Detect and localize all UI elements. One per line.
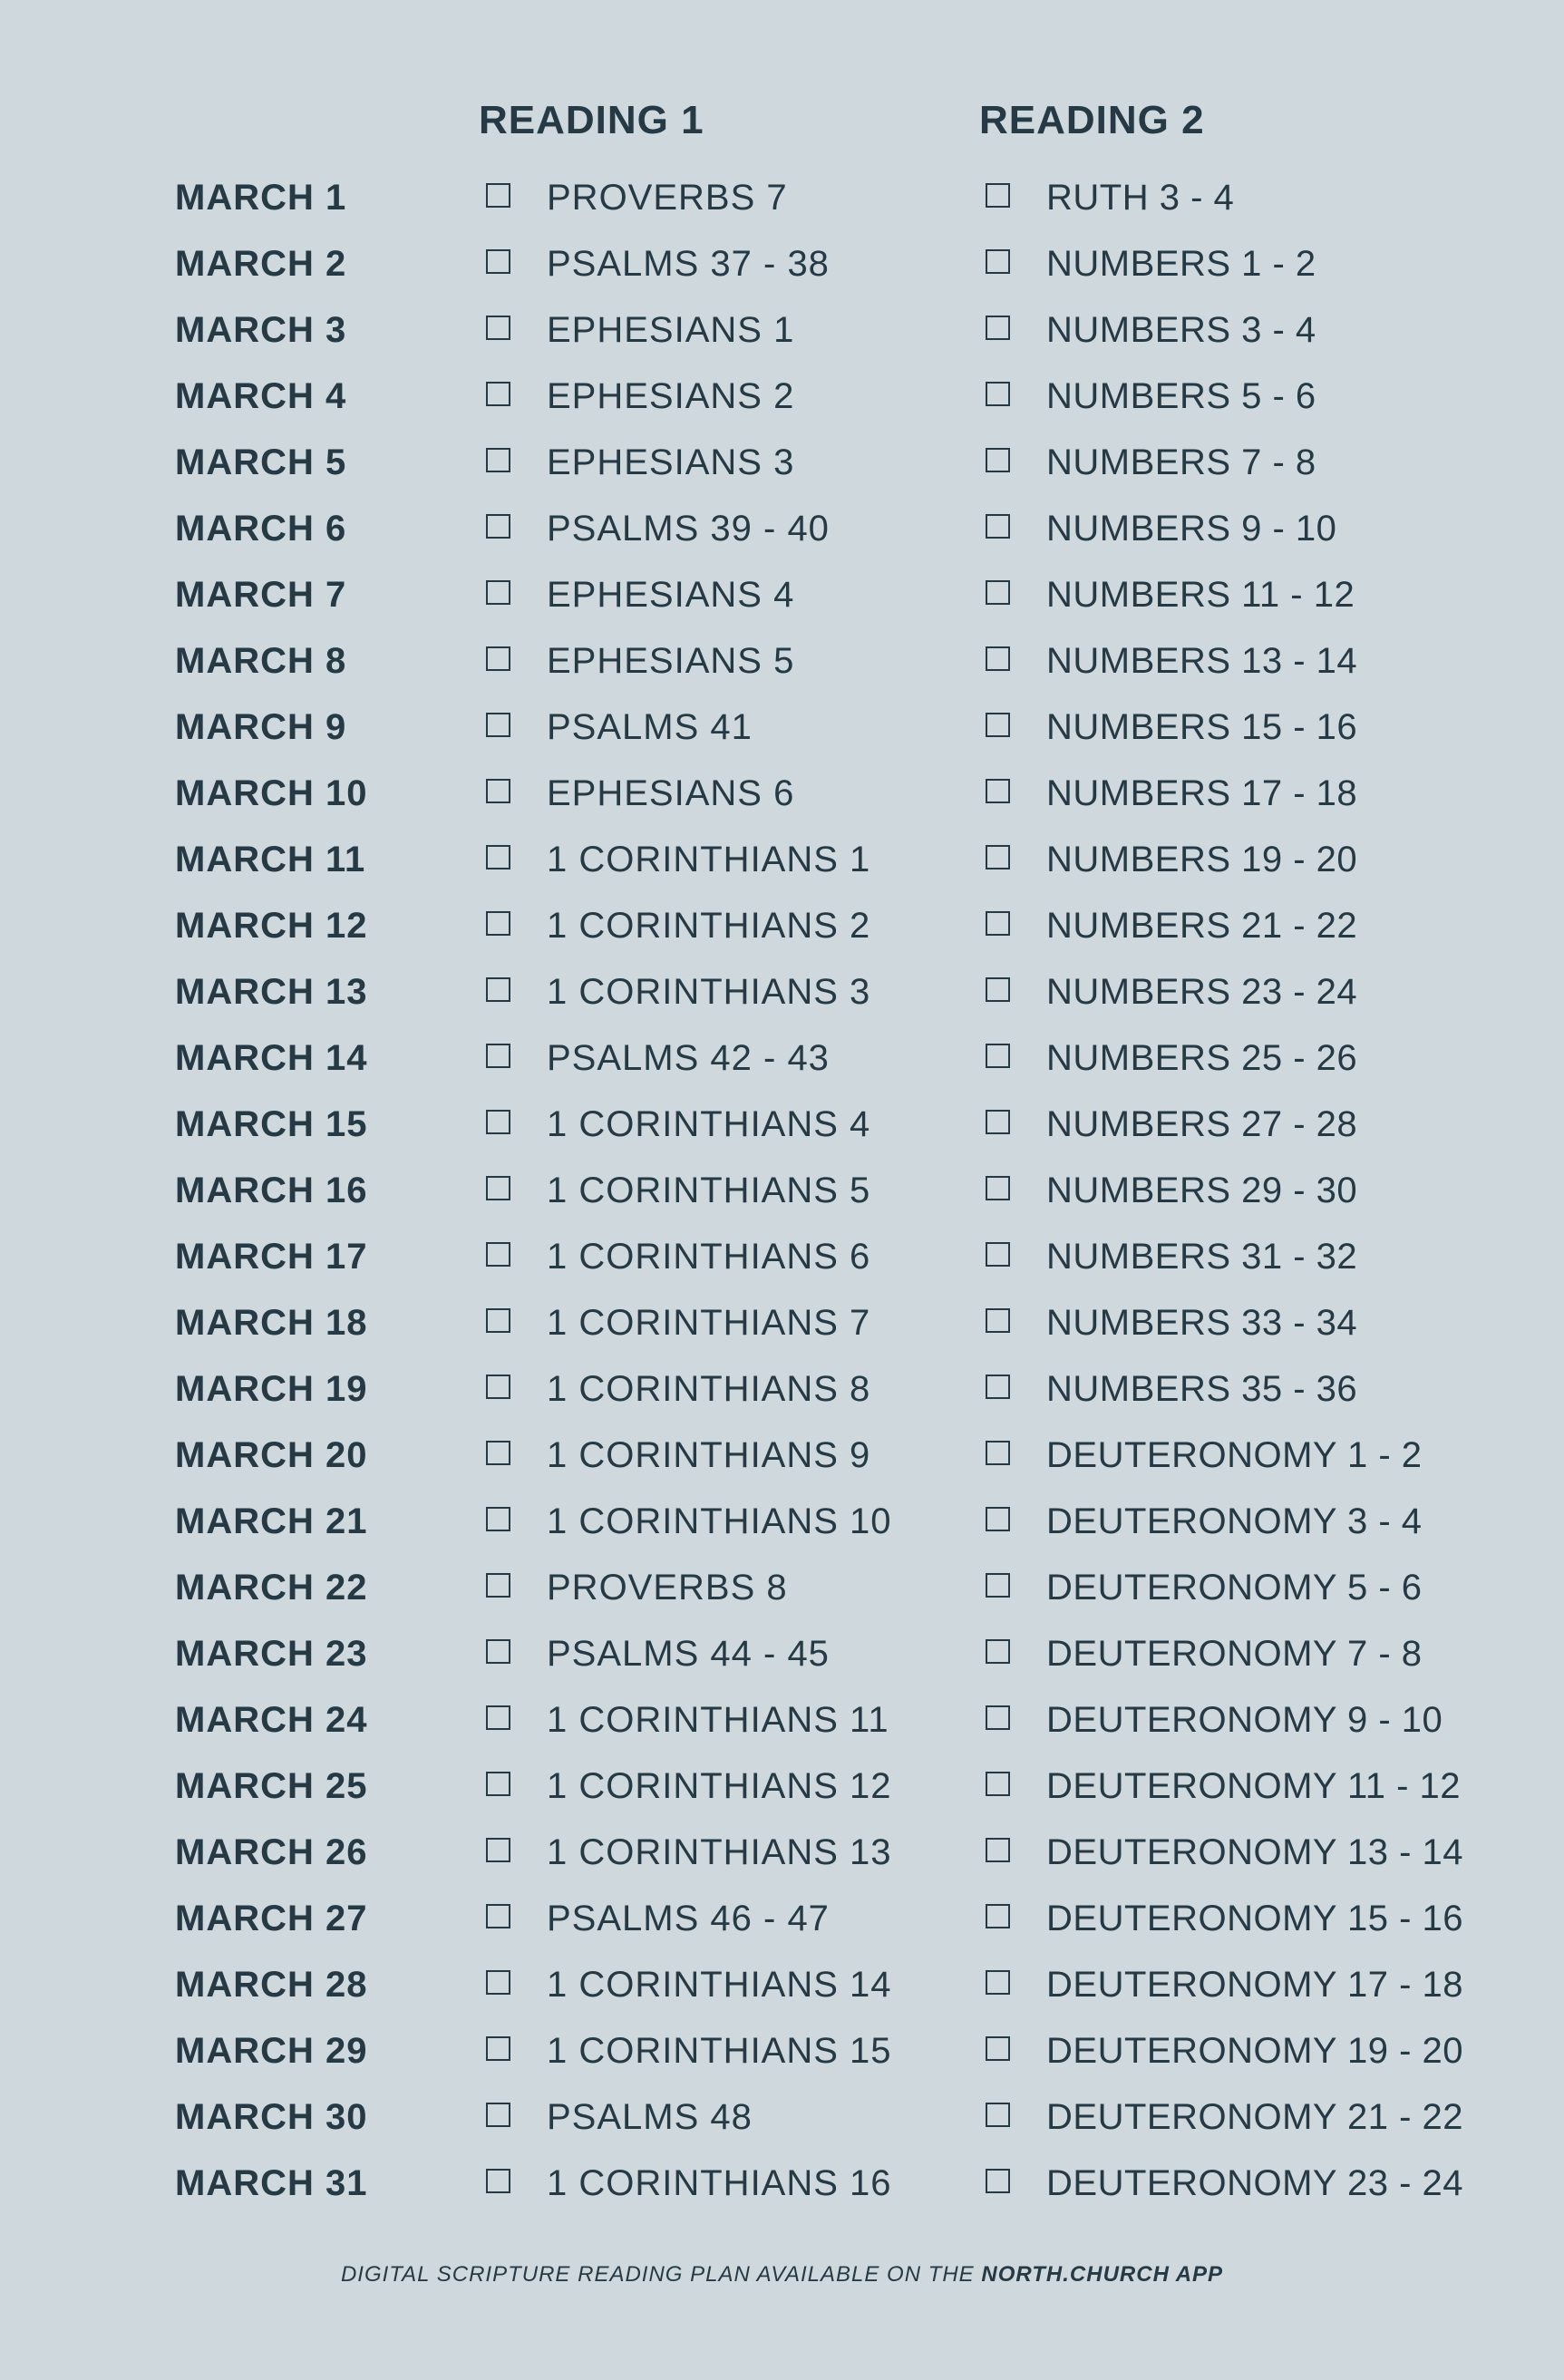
date-label: MARCH 29: [175, 2031, 368, 2071]
reading-2-checkbox[interactable]: [986, 1308, 1010, 1333]
reading-1-checkbox[interactable]: [486, 1772, 510, 1796]
reading-1-header: READING 1: [479, 98, 704, 142]
reading-1-checkbox[interactable]: [486, 448, 510, 472]
reading-1-checkbox[interactable]: [486, 1970, 510, 1995]
reading-1-checkbox[interactable]: [486, 1242, 510, 1267]
reading-1-checkbox[interactable]: [486, 249, 510, 274]
reading-2-checkbox[interactable]: [986, 779, 1010, 803]
reading-1-text: 1 CORINTHIANS 5: [547, 1171, 871, 1210]
reading-2-checkbox[interactable]: [986, 1242, 1010, 1267]
date-label: MARCH 25: [175, 1766, 368, 1806]
reading-2-checkbox[interactable]: [986, 2036, 1010, 2061]
footer-app-name: NORTH.CHURCH APP: [981, 2262, 1224, 2287]
reading-2-text: NUMBERS 5 - 6: [1046, 376, 1316, 416]
reading-2-text: NUMBERS 11 - 12: [1046, 575, 1355, 615]
reading-list: [0, 170, 1564, 2222]
date-label: MARCH 5: [175, 442, 347, 482]
reading-1-text: 1 CORINTHIANS 2: [547, 906, 871, 946]
reading-1-checkbox[interactable]: [486, 1573, 510, 1598]
reading-1-checkbox[interactable]: [486, 1308, 510, 1333]
reading-1-text: 1 CORINTHIANS 15: [547, 2031, 892, 2071]
reading-2-checkbox[interactable]: [986, 316, 1010, 340]
reading-1-text: 1 CORINTHIANS 6: [547, 1237, 871, 1277]
date-label: MARCH 23: [175, 1634, 368, 1674]
reading-1-checkbox[interactable]: [486, 845, 510, 869]
reading-1-text: PROVERBS 7: [547, 178, 788, 218]
reading-2-text: DEUTERONOMY 21 - 22: [1046, 2097, 1463, 2137]
reading-1-checkbox[interactable]: [486, 977, 510, 1002]
reading-2-checkbox[interactable]: [986, 1838, 1010, 1862]
table-row: [0, 501, 1564, 568]
reading-2-checkbox[interactable]: [986, 1573, 1010, 1598]
reading-2-checkbox[interactable]: [986, 1970, 1010, 1995]
footer-note: [0, 2259, 1564, 2291]
table-row: [0, 1229, 1564, 1296]
reading-2-text: NUMBERS 13 - 14: [1046, 641, 1358, 681]
reading-1-text: 1 CORINTHIANS 12: [547, 1766, 892, 1806]
reading-2-text: NUMBERS 15 - 16: [1046, 707, 1358, 747]
reading-2-checkbox[interactable]: [986, 1044, 1010, 1068]
date-label: MARCH 27: [175, 1899, 368, 1938]
date-label: MARCH 28: [175, 1965, 368, 2005]
reading-1-text: 1 CORINTHIANS 7: [547, 1303, 871, 1343]
date-label: MARCH 6: [175, 509, 347, 549]
reading-2-checkbox[interactable]: [986, 1441, 1010, 1465]
reading-2-text: DEUTERONOMY 3 - 4: [1046, 1501, 1423, 1541]
date-label: MARCH 12: [175, 906, 368, 946]
reading-2-checkbox[interactable]: [986, 2169, 1010, 2193]
reading-2-checkbox[interactable]: [986, 845, 1010, 869]
reading-2-text: NUMBERS 27 - 28: [1046, 1104, 1358, 1144]
reading-1-text: 1 CORINTHIANS 14: [547, 1965, 892, 2005]
table-row: [0, 1362, 1564, 1428]
reading-2-text: DEUTERONOMY 1 - 2: [1046, 1435, 1423, 1475]
reading-1-text: PSALMS 48: [547, 2097, 753, 2137]
date-label: MARCH 8: [175, 641, 347, 681]
reading-1-checkbox[interactable]: [486, 1904, 510, 1928]
reading-1-checkbox[interactable]: [486, 2169, 510, 2193]
reading-1-text: EPHESIANS 1: [547, 310, 795, 350]
date-label: MARCH 14: [175, 1038, 368, 1078]
reading-2-text: NUMBERS 23 - 24: [1046, 972, 1358, 1012]
table-row: [0, 1560, 1564, 1627]
table-row: [0, 1031, 1564, 1097]
reading-1-checkbox[interactable]: [486, 1507, 510, 1531]
reading-2-text: DEUTERONOMY 23 - 24: [1046, 2163, 1463, 2203]
reading-2-checkbox[interactable]: [986, 183, 1010, 208]
reading-2-text: NUMBERS 35 - 36: [1046, 1369, 1358, 1409]
reading-2-checkbox[interactable]: [986, 1176, 1010, 1200]
reading-1-text: PSALMS 46 - 47: [547, 1899, 830, 1938]
table-row: [0, 899, 1564, 965]
table-row: [0, 369, 1564, 435]
reading-1-checkbox[interactable]: [486, 779, 510, 803]
reading-1-checkbox[interactable]: [486, 1441, 510, 1465]
date-label: MARCH 20: [175, 1435, 368, 1475]
reading-2-checkbox[interactable]: [986, 1507, 1010, 1531]
date-label: MARCH 22: [175, 1568, 368, 1608]
reading-2-checkbox[interactable]: [986, 580, 1010, 605]
reading-2-text: NUMBERS 25 - 26: [1046, 1038, 1358, 1078]
date-label: MARCH 24: [175, 1700, 368, 1740]
reading-1-checkbox[interactable]: [486, 382, 510, 406]
reading-2-checkbox[interactable]: [986, 382, 1010, 406]
reading-2-text: NUMBERS 17 - 18: [1046, 773, 1358, 813]
reading-1-checkbox[interactable]: [486, 2103, 510, 2127]
reading-1-text: 1 CORINTHIANS 13: [547, 1832, 892, 1872]
date-label: MARCH 11: [175, 840, 366, 879]
table-row: [0, 832, 1564, 899]
date-label: MARCH 3: [175, 310, 347, 350]
table-row: [0, 568, 1564, 634]
table-row: [0, 700, 1564, 766]
reading-1-text: EPHESIANS 2: [547, 376, 795, 416]
reading-2-checkbox[interactable]: [986, 977, 1010, 1002]
reading-2-checkbox[interactable]: [986, 2103, 1010, 2127]
reading-2-text: NUMBERS 7 - 8: [1046, 442, 1316, 482]
table-row: [0, 634, 1564, 700]
reading-2-checkbox[interactable]: [986, 1772, 1010, 1796]
reading-1-text: 1 CORINTHIANS 11: [547, 1700, 889, 1740]
reading-1-checkbox[interactable]: [486, 514, 510, 539]
reading-1-text: 1 CORINTHIANS 16: [547, 2163, 892, 2203]
table-row: [0, 1825, 1564, 1891]
table-row: [0, 1097, 1564, 1163]
table-row: [0, 2156, 1564, 2222]
reading-2-text: DEUTERONOMY 17 - 18: [1046, 1965, 1463, 2005]
reading-2-checkbox[interactable]: [986, 1639, 1010, 1664]
date-label: MARCH 9: [175, 707, 347, 747]
table-row: [0, 1163, 1564, 1229]
date-label: MARCH 16: [175, 1171, 368, 1210]
reading-2-text: DEUTERONOMY 5 - 6: [1046, 1568, 1423, 1608]
date-label: MARCH 4: [175, 376, 347, 416]
date-label: MARCH 21: [175, 1501, 368, 1541]
reading-2-header: READING 2: [979, 98, 1205, 142]
reading-1-text: PROVERBS 8: [547, 1568, 788, 1608]
reading-1-text: 1 CORINTHIANS 8: [547, 1369, 871, 1409]
reading-2-checkbox[interactable]: [986, 448, 1010, 472]
date-label: MARCH 17: [175, 1237, 368, 1277]
reading-1-text: 1 CORINTHIANS 10: [547, 1501, 892, 1541]
reading-1-checkbox[interactable]: [486, 183, 510, 208]
table-row: [0, 1891, 1564, 1957]
date-label: MARCH 19: [175, 1369, 368, 1409]
date-label: MARCH 26: [175, 1832, 368, 1872]
reading-2-text: NUMBERS 21 - 22: [1046, 906, 1358, 946]
date-label: MARCH 10: [175, 773, 368, 813]
reading-2-text: DEUTERONOMY 19 - 20: [1046, 2031, 1463, 2071]
reading-1-checkbox[interactable]: [486, 1838, 510, 1862]
table-row: [0, 237, 1564, 303]
date-label: MARCH 2: [175, 244, 347, 284]
reading-1-checkbox[interactable]: [486, 1044, 510, 1068]
table-row: [0, 2024, 1564, 2090]
reading-1-text: 1 CORINTHIANS 3: [547, 972, 871, 1012]
table-row: [0, 1693, 1564, 1759]
table-row: [0, 1957, 1564, 2024]
reading-2-checkbox[interactable]: [986, 1375, 1010, 1399]
date-label: MARCH 1: [175, 178, 347, 218]
reading-1-text: 1 CORINTHIANS 4: [547, 1104, 871, 1144]
reading-1-text: 1 CORINTHIANS 1: [547, 840, 871, 879]
reading-2-text: NUMBERS 33 - 34: [1046, 1303, 1358, 1343]
reading-1-text: PSALMS 41: [547, 707, 753, 747]
reading-2-text: NUMBERS 29 - 30: [1046, 1171, 1358, 1210]
reading-1-checkbox[interactable]: [486, 316, 510, 340]
reading-2-text: DEUTERONOMY 9 - 10: [1046, 1700, 1443, 1740]
reading-1-checkbox[interactable]: [486, 646, 510, 671]
reading-2-checkbox[interactable]: [986, 1110, 1010, 1134]
footer-text: DIGITAL SCRIPTURE READING PLAN AVAILABLE ON THE: [340, 2262, 982, 2287]
reading-1-checkbox[interactable]: [486, 1110, 510, 1134]
date-label: MARCH 7: [175, 575, 347, 615]
reading-1-text: PSALMS 37 - 38: [547, 244, 830, 284]
table-row: [0, 1627, 1564, 1693]
reading-1-checkbox[interactable]: [486, 1639, 510, 1664]
table-row: [0, 2090, 1564, 2156]
reading-2-text: NUMBERS 1 - 2: [1046, 244, 1316, 284]
reading-1-text: EPHESIANS 3: [547, 442, 795, 482]
date-label: MARCH 30: [175, 2097, 368, 2137]
date-label: MARCH 18: [175, 1303, 368, 1343]
date-label: MARCH 13: [175, 972, 368, 1012]
reading-2-checkbox[interactable]: [986, 713, 1010, 737]
reading-2-text: NUMBERS 19 - 20: [1046, 840, 1358, 879]
table-row: [0, 1494, 1564, 1560]
reading-2-text: DEUTERONOMY 15 - 16: [1046, 1899, 1463, 1938]
reading-2-checkbox[interactable]: [986, 1705, 1010, 1730]
table-row: [0, 435, 1564, 501]
table-row: [0, 303, 1564, 369]
reading-2-text: NUMBERS 3 - 4: [1046, 310, 1316, 350]
reading-2-text: DEUTERONOMY 11 - 12: [1046, 1766, 1462, 1806]
reading-2-text: RUTH 3 - 4: [1046, 178, 1235, 218]
table-row: [0, 1296, 1564, 1362]
reading-2-checkbox[interactable]: [986, 646, 1010, 671]
table-row: [0, 1428, 1564, 1494]
reading-2-text: NUMBERS 9 - 10: [1046, 509, 1337, 549]
reading-1-checkbox[interactable]: [486, 580, 510, 605]
reading-2-checkbox[interactable]: [986, 514, 1010, 539]
reading-1-checkbox[interactable]: [486, 1176, 510, 1200]
date-label: MARCH 31: [175, 2163, 368, 2203]
reading-2-text: NUMBERS 31 - 32: [1046, 1237, 1358, 1277]
reading-1-text: EPHESIANS 6: [547, 773, 795, 813]
reading-1-text: PSALMS 39 - 40: [547, 509, 830, 549]
reading-1-checkbox[interactable]: [486, 713, 510, 737]
table-row: [0, 1759, 1564, 1825]
reading-1-checkbox[interactable]: [486, 911, 510, 936]
reading-1-text: 1 CORINTHIANS 9: [547, 1435, 871, 1475]
reading-2-checkbox[interactable]: [986, 911, 1010, 936]
table-row: [0, 170, 1564, 237]
table-row: [0, 766, 1564, 832]
reading-1-checkbox[interactable]: [486, 2036, 510, 2061]
reading-1-text: PSALMS 44 - 45: [547, 1634, 830, 1674]
reading-2-text: DEUTERONOMY 7 - 8: [1046, 1634, 1423, 1674]
reading-1-checkbox[interactable]: [486, 1375, 510, 1399]
reading-2-checkbox[interactable]: [986, 249, 1010, 274]
reading-2-text: DEUTERONOMY 13 - 14: [1046, 1832, 1463, 1872]
reading-1-text: EPHESIANS 5: [547, 641, 795, 681]
reading-2-checkbox[interactable]: [986, 1904, 1010, 1928]
reading-1-text: PSALMS 42 - 43: [547, 1038, 830, 1078]
reading-1-checkbox[interactable]: [486, 1705, 510, 1730]
table-row: [0, 965, 1564, 1031]
date-label: MARCH 15: [175, 1104, 368, 1144]
reading-1-text: EPHESIANS 4: [547, 575, 795, 615]
